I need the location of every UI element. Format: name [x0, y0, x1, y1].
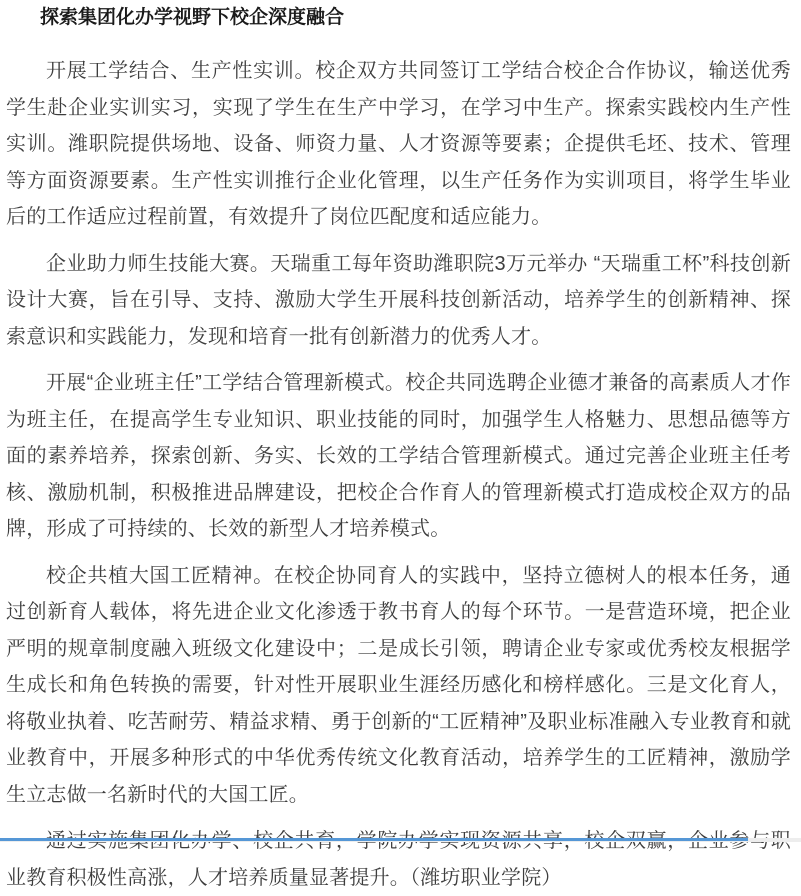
article-paragraph-1: 开展工学结合、生产性实训。校企双方共同签订工学结合校企合作协议，输送优秀学生赴企业实训实习，实现了学生在生产中学习，在学习中生产。探索实践校内生产性实训。潍职院提供场地、设备、师资力量、人才资源等要素；企提供毛坯、技术、管理等方面资源要素。生产性实训推行企业化管理，以生产任务作为实训项目，将学生毕业后的工作适应过程前置，有效提升了岗位匹配度和适应能力。: [6, 53, 791, 236]
article-paragraph-4: 校企共植大国工匠精神。在校企协同育人的实践中，坚持立德树人的根本任务，通过创新育人载体，将先进企业文化渗透于教书育人的每个环节。一是营造环境，把企业严明的规章制度融入班级文化建设中；二是成长引领，聘请企业专家或优秀校友根据学生成长和角色转换的需要，针对性开展职业生涯经历感化和榜样感化。三是文化育人，将敬业执着、吃苦耐劳、精益求精、勇于创新的“工匠精神”及职业标准融入专业教育和就业教育中，开展多种形式的中华优秀传统文化教育活动，培养学生的工匠精神，激励学生立志做一名新时代的大国工匠。: [6, 558, 791, 814]
horizontal-scrollbar-thumb[interactable]: [0, 838, 748, 841]
article-title: 探索集团化办学视野下校企深度融合: [40, 5, 791, 31]
article-paragraph-5: 通过实施集团化办学、校企共育，学院办学实现资源共享，校企双赢，企业参与职业教育积极性高涨，人才培养质量显著提升。（潍坊职业学院）: [6, 823, 791, 896]
horizontal-scrollbar[interactable]: [0, 838, 801, 842]
article-paragraph-3: 开展“企业班主任”工学结合管理新模式。校企共同选聘企业德才兼备的高素质人才作为班主任，在提高学生专业知识、职业技能的同时，加强学生人格魅力、思想品德等方面的素养培养，探索创新、务实、长效的工学结合管理新模式。通过完善企业班主任考核、激励机制，积极推进品牌建设，把校企合作育人的管理新模式打造成校企双方的品牌，形成了可持续的、长效的新型人才培养模式。: [6, 365, 791, 548]
article-paragraph-2: 企业助力师生技能大赛。天瑞重工每年资助潍职院3万元举办 “天瑞重工杯”科技创新设计大赛，旨在引导、支持、激励大学生开展科技创新活动，培养学生的创新精神、探索意识和实践能力，发现和培育一批有创新潜力的优秀人才。: [6, 246, 791, 356]
